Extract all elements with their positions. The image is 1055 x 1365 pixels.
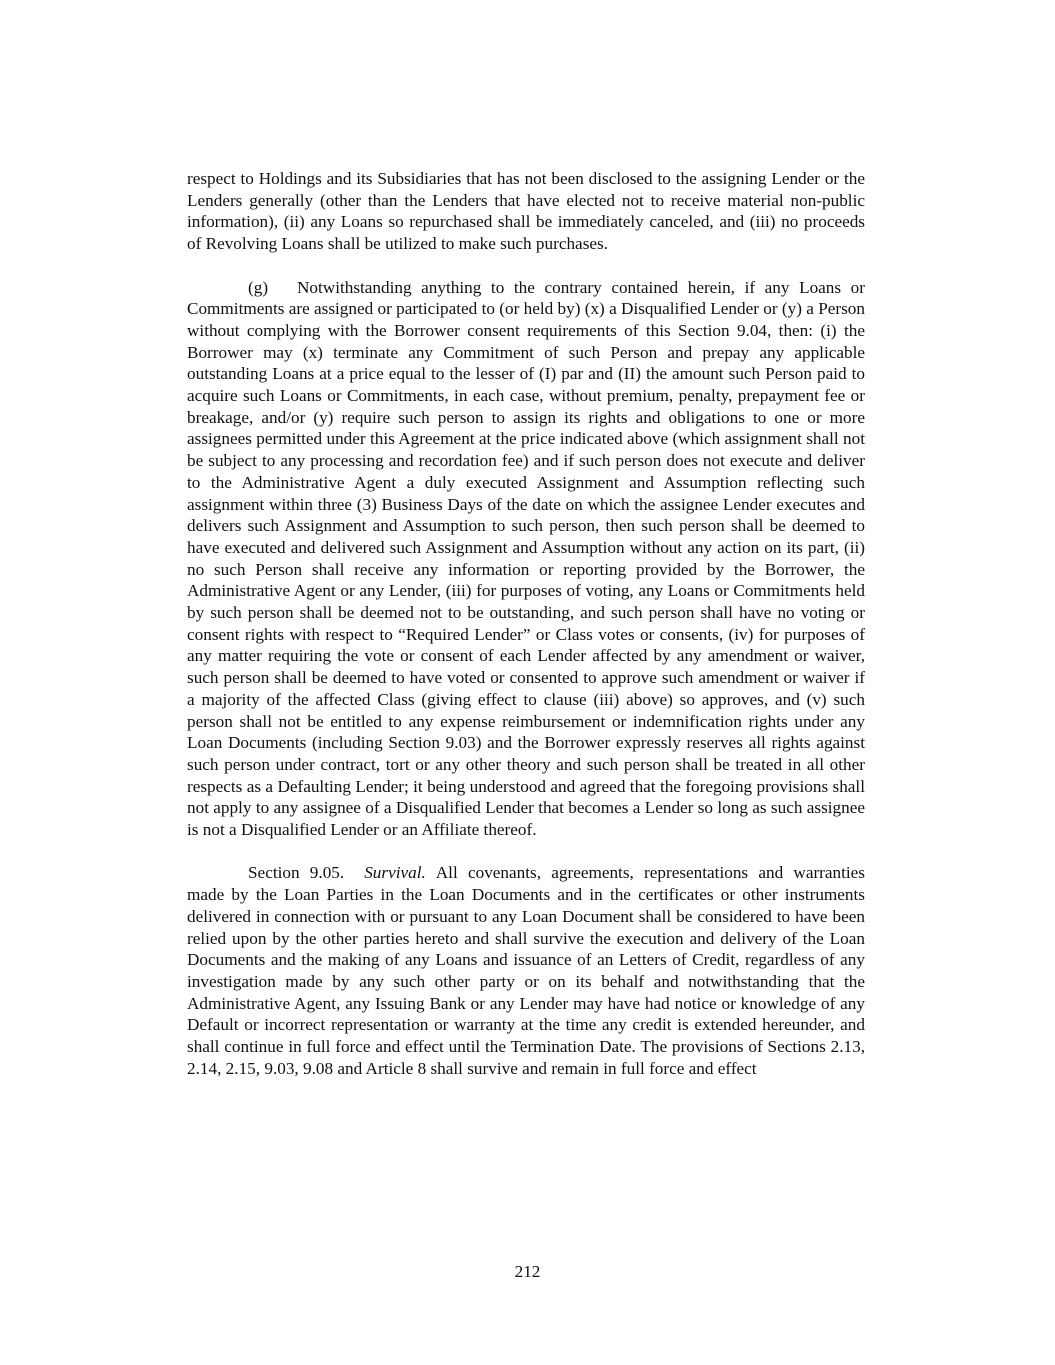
section-number: Section 9.05.	[248, 863, 345, 883]
paragraph-spacer	[187, 841, 865, 863]
page-number: 212	[514, 1262, 541, 1281]
section-9-05	[187, 862, 865, 1079]
paragraph-g	[187, 277, 865, 841]
paragraph-g-text: Notwithstanding anything to the contrary contained herein, if any Loans or Commitments are assigned or participated to (or held by) (x) a Disqualified Lender or (y) a Person without complying with the Borrower consent requirements of this Section 9.04, then: (i) the Borrower may (x) terminate any Commitment of such Person and prepay any applicable outstanding Loans at a price equal to the lesser of (I) par and (II) the amount such Person paid to acquire such Loans or Commitments, in each case, without premium, penalty, prepayment fee or breakage, and/or (y) require such person to assign its rights and obligations to one or more assignees permitted under this Agreement at the price indicated above (which assignment shall not be subject to any processing and recordation fee) and if such person does not execute and deliver to the Administrative Agent a duly executed Assignment and Assumption reflecting such assignment within three (3) Business Days of the date on which the assignee Lender executes and delivers such Assignment and Assumption to such person, then such person shall be deemed to have executed and delivered such Assignment and Assumption without any action on its part, (ii) no such Person shall receive any information or reporting provided by the Borrower, the Administrative Agent or any Lender, (iii) for purposes of voting, any Loans or Commitments held by such person shall be deemed not to be outstanding, and such person shall have no voting or consent rights with respect to “Required Lender” or Class votes or consents, (iv) for purposes of any matter requiring the vote or consent of each Lender affected by any amendment or waiver, such person shall be deemed to have voted or consented to approve such amendment or waiver if a majority of the affected Class (giving effect to clause (iii) above) so approves, and (v) such person shall not be entitled to any expense reimbursement or indemnification rights under any Loan Documents (including Section 9.03) and the Borrower expressly reserves all rights against such person under contract, tort or any other theory and such person shall be treated in all other respects as a Defaulting Lender; it being understood and agreed that the foregoing provisions shall not apply to any assignee of a Disqualified Lender that becomes a Lender so long as such assignee is not a Disqualified Lender or an Affiliate thereof.	[187, 277, 865, 840]
paragraph-spacer	[187, 255, 865, 277]
document-body	[187, 168, 865, 1080]
paragraph-continuation: respect to Holdings and its Subsidiaries that has not been disclosed to the assigning Lender or the Lenders generally (other than the Lenders that have elected not to receive material non-public information), (ii) any Loans so repurchased shall be immediately canceled, and (iii) no proceeds of Revolving Loans shall be utilized to make such purchases.	[187, 169, 865, 254]
section-title: Survival.	[364, 863, 426, 883]
paragraph-g-label: (g)	[248, 277, 269, 297]
section-text: All covenants, agreements, representations and warranties made by the Loan Parties in the Loan Documents and in the certificates or other instruments delivered in connection with or pursuant to any Loan Document shall be considered to have been relied upon by the other parties hereto and shall survive the execution and delivery of the Loan Documents and the making of any Loans and issuance of an Letters of Credit, regardless of any investigation made by any such other party or on its behalf and notwithstanding that the Administrative Agent, any Issuing Bank or any Lender may have had notice or knowledge of any Default or incorrect representation or warranty at the time any credit is extended hereunder, and shall continue in full force and effect until the Termination Date. The provisions of Sections 2.13, 2.14, 2.15, 9.03, 9.08 and Article 8 shall survive and remain in full force and effect	[187, 863, 865, 1078]
